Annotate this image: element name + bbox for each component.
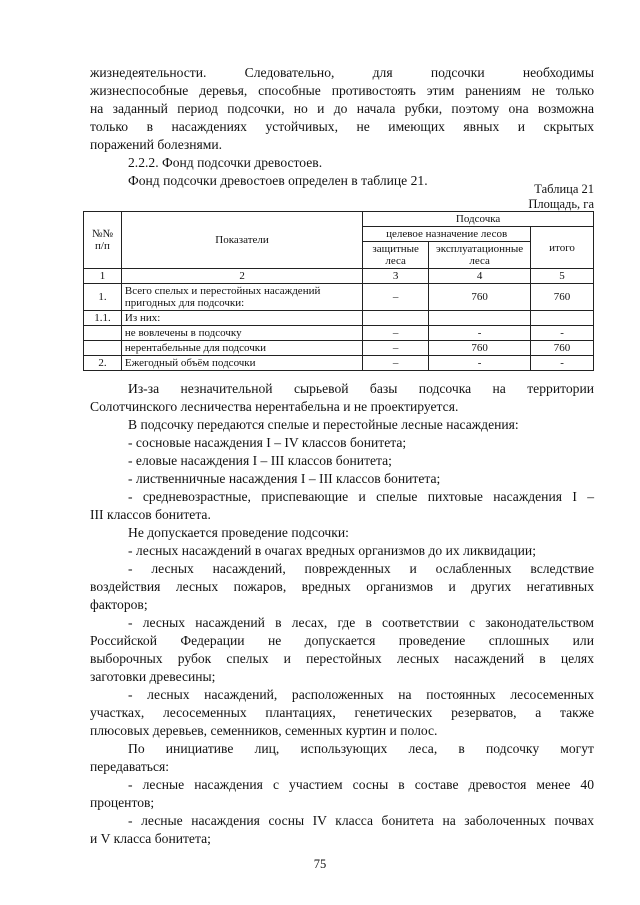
list-item: - средневозрастные, приспевающие и спелые пихтовые насаждения I –: [128, 489, 594, 504]
paragraph-line: участках, лесосеменных плантациях, генетических резерватов, а также: [90, 705, 594, 720]
paragraph-line: По инициативе лиц, использующих леса, в подсочку могут: [128, 741, 594, 756]
table-row: [84, 326, 594, 341]
paragraph-line: процентов;: [90, 795, 155, 810]
paragraph-line: Солотчинского лесничества нерентабельна и не проектируется.: [90, 399, 459, 414]
row-label: Из них:: [121, 311, 362, 326]
paragraph-line: плюсовых деревьев, семенников, семенных куртин и полос.: [90, 723, 438, 738]
table-row: [84, 356, 594, 371]
paragraph-line: на заданный период подсочки, но и до начала рубки, поэтому она возможна: [90, 101, 594, 116]
row-value: [429, 311, 531, 326]
forest-tapping-table: [83, 211, 594, 371]
row-value: 760: [531, 341, 594, 356]
row-num: [84, 341, 122, 356]
paragraph-line: передаваться:: [90, 759, 170, 774]
col-number: 4: [429, 269, 531, 284]
paragraph-line: выборочных рубок спелых и перестойных лесных насаждений в целях: [90, 651, 594, 666]
paragraph-line: факторов;: [90, 597, 148, 612]
list-item: - лесных насаждений в очагах вредных организмов до их ликвидации;: [128, 543, 536, 558]
paragraph-line: жизнедеятельности. Следовательно, для подсочки необходимы: [90, 65, 594, 80]
row-value: –: [363, 284, 429, 311]
paragraph-line: Не допускается проведение подсочки:: [128, 525, 349, 540]
list-item: - сосновые насаждения I – IV классов бонитета;: [128, 435, 407, 450]
col-number: 1: [84, 269, 122, 284]
intro-line: Фонд подсочки древостоев определен в таблице 21.: [128, 173, 428, 188]
paragraph-line: воздействия лесных пожаров, вредных организмов и других негативных: [90, 579, 594, 594]
row-value: 760: [531, 284, 594, 311]
list-item: - лесных насаждений, расположенных на постоянных лесосеменных: [128, 687, 594, 702]
table-row: [84, 311, 594, 326]
row-value: [363, 311, 429, 326]
list-item: - лесных насаждений в лесах, где в соответствии с законодательством: [128, 615, 594, 630]
table-caption: Таблица 21: [534, 182, 594, 196]
paragraph-line: жизнеспособные деревья, способные противостоять этим ранениям не только: [90, 83, 594, 98]
paragraph-line: поражений болезнями.: [90, 137, 223, 152]
list-item: - лесные насаждения с участием сосны в составе древостоя менее 40: [128, 777, 594, 792]
row-value: -: [429, 356, 531, 371]
header-total: итого: [531, 227, 594, 269]
row-value: –: [363, 356, 429, 371]
paragraph-line: Из-за незначительной сырьевой базы подсочка на территории: [128, 381, 594, 396]
header-podsochka: Подсочка: [363, 212, 594, 227]
header-indicators: Показатели: [121, 212, 362, 269]
list-item: - лиственничные насаждения I – III классов бонитета;: [128, 471, 441, 486]
paragraph-line: Российской Федерации не допускается проведение сплошных или: [90, 633, 594, 648]
list-item: - лесные насаждения сосны IV класса бонитета на заболоченных почвах: [128, 813, 594, 828]
row-value: –: [363, 341, 429, 356]
header-num: №№ п/п: [84, 212, 122, 269]
row-num: 1.: [84, 284, 122, 311]
row-label: нерентабельные для подсочки: [121, 341, 362, 356]
col-number: 3: [363, 269, 429, 284]
row-value: –: [363, 326, 429, 341]
table-unit: Площадь, га: [528, 197, 594, 211]
row-label: Ежегодный объём подсочки: [121, 356, 362, 371]
list-item: - лесных насаждений, поврежденных и ослабленных вследствие: [128, 561, 594, 576]
row-value: -: [531, 326, 594, 341]
col-number: 5: [531, 269, 594, 284]
paragraph-line: III классов бонитета.: [90, 507, 211, 522]
paragraph-line: и V класса бонитета;: [90, 831, 211, 846]
row-num: 1.1.: [84, 311, 122, 326]
row-label: Всего спелых и перестойных насаждений пригодных для подсочки:: [121, 284, 362, 311]
header-purpose: целевое назначение лесов: [363, 227, 531, 242]
row-value: -: [531, 356, 594, 371]
page-number: 75: [313, 857, 327, 871]
row-value: -: [429, 326, 531, 341]
row-num: [84, 326, 122, 341]
row-value: [531, 311, 594, 326]
row-label: не вовлечены в подсочку: [121, 326, 362, 341]
table-row: [84, 284, 594, 311]
row-value: 760: [429, 341, 531, 356]
list-item: - еловые насаждения I – III классов бонитета;: [128, 453, 392, 468]
table-row: [84, 341, 594, 356]
header-protective: защитные леса: [363, 242, 429, 269]
paragraph-line: заготовки древесины;: [90, 669, 216, 684]
header-exploitation: эксплуатационные леса: [429, 242, 531, 269]
paragraph-line: В подсочку передаются спелые и перестойные лесные насаждения:: [128, 417, 519, 432]
section-heading: 2.2.2. Фонд подсочки древостоев.: [128, 155, 323, 170]
row-num: 2.: [84, 356, 122, 371]
paragraph-line: только в насаждениях устойчивых, не имеющих явных и скрытых: [90, 119, 594, 134]
row-value: 760: [429, 284, 531, 311]
col-number: 2: [121, 269, 362, 284]
